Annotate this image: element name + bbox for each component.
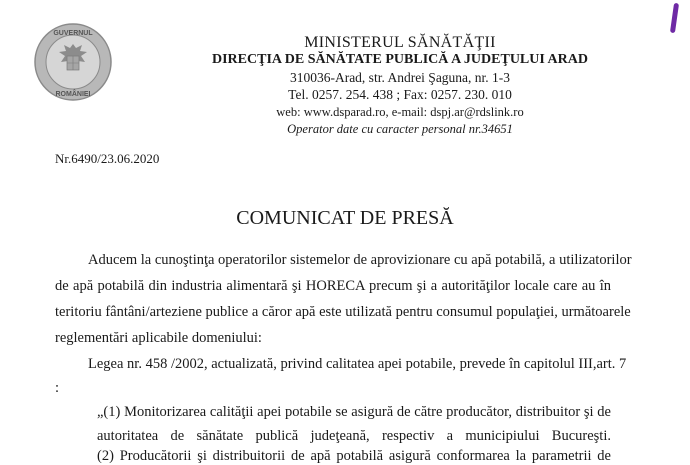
- ministry-name: MINISTERUL SĂNĂTĂŢII: [304, 34, 496, 51]
- paragraph-line: :: [55, 380, 60, 396]
- paragraph-line: de apă potabilă din industria alimentară şi HORECA precum şi a autorităţilor locale care au în: [55, 278, 611, 294]
- paragraph-line: teritoriu fântâni/arteziene publice a căror apă este utilizată pentru consumul populaţiei, următoarele: [55, 304, 631, 320]
- svg-text:GUVERNUL: GUVERNUL: [53, 30, 93, 37]
- directorate-name: DIRECŢIA DE SĂNĂTATE PUBLICĂ A JUDEŢULUI ARAD: [212, 52, 588, 67]
- data-operator-note: Operator date cu caracter personal nr.34651: [287, 122, 513, 136]
- paragraph-line: Legea nr. 458 /2002, actualizată, privind calitatea apei potabile, prevede în capitolul III,art. 7: [88, 356, 627, 372]
- document-title: COMUNICAT DE PRESĂ: [236, 207, 454, 229]
- romanian-government-emblem-icon: [33, 22, 113, 102]
- paragraph-line: reglementări aplicabile domeniului:: [55, 330, 262, 346]
- quote-line: autoritatea de sănătate publică judeţeană, respectiv a municipiului Bucureşti.: [97, 428, 611, 444]
- quote-line: (2) Producătorii şi distribuitorii de apă potabilă asigură conformarea la parametrii de: [97, 448, 611, 464]
- web-email: web: www.dsparad.ro, e-mail: dspj.ar@rdslink.ro: [276, 105, 524, 119]
- svg-text:ROMÂNIEI: ROMÂNIEI: [55, 91, 91, 98]
- phone-fax: Tel. 0257. 254. 438 ; Fax: 0257. 230. 010: [288, 87, 512, 102]
- paragraph-line: Aducem la cunoştinţa operatorilor sistemelor de aprovizionare cu apă potabilă, a utilizatorilor: [88, 252, 632, 268]
- address: 310036-Arad, str. Andrei Şaguna, nr. 1-3: [289, 70, 511, 85]
- quote-line: „(1) Monitorizarea calităţii apei potabile se asigură de către producător, distribuitor şi de: [97, 404, 611, 420]
- reference-number: Nr.6490/23.06.2020: [55, 151, 160, 166]
- edge-mark: [670, 3, 679, 33]
